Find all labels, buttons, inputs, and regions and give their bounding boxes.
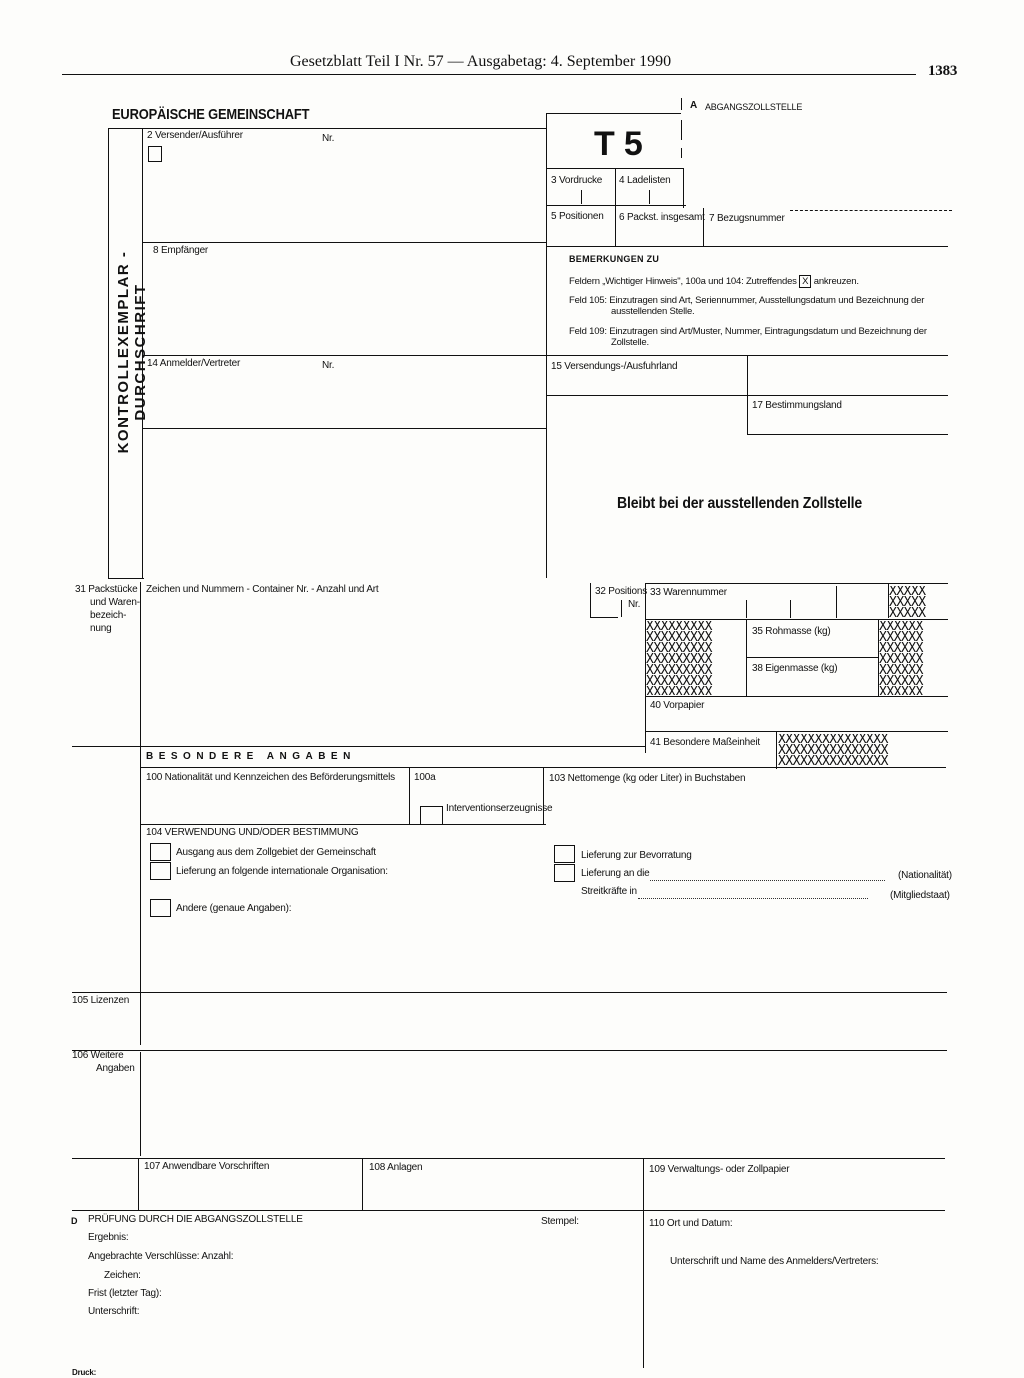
side-label: KONTROLLEXEMPLAR - DURCHSCHRIFT <box>115 250 149 454</box>
ec-title: EUROPÄISCHE GEMEINSCHAFT <box>112 106 310 123</box>
field-31-label-4: nung <box>90 623 112 634</box>
option-other: Andere (genaue Angaben): <box>176 903 292 914</box>
field-110-signature: Unterschrift und Name des Anmelders/Vertreters: <box>670 1256 879 1267</box>
field-8-label: 8 Empfänger <box>153 245 209 256</box>
x-fill-33: XXXXX XXXXX XXXXX <box>889 586 926 618</box>
field-41-label: 41 Besondere Maßeinheit <box>650 737 760 748</box>
field-103-label: 103 Nettomenge (kg oder Liter) in Buchstaben <box>549 773 746 784</box>
seals-label: Angebrachte Verschlüsse: Anzahl: <box>88 1251 234 1262</box>
checkbox-export[interactable] <box>150 843 171 861</box>
section-d-title: PRÜFUNG DURCH DIE ABGANGSZOLLSTELLE <box>88 1214 303 1225</box>
result-label: Ergebnis: <box>88 1232 129 1243</box>
field-38-label: 38 Eigenmasse (kg) <box>752 663 838 674</box>
field-106-label-1: 106 Weitere <box>72 1050 124 1061</box>
field-7-label: 7 Bezugsnummer <box>709 213 785 224</box>
x-fill-41: XXXXXXXXXXXXXXX XXXXXXXXXXXXXXX XXXXXXXXXXXXXXX <box>778 734 888 768</box>
field-14-nr: Nr. <box>322 360 335 371</box>
option-export: Ausgang aus dem Zollgebiet der Gemeinschaft <box>176 847 376 858</box>
deadline-label: Frist (letzter Tag): <box>88 1288 162 1299</box>
field-3-label: 3 Vordrucke <box>551 175 603 186</box>
field-4-label: 4 Ladelisten <box>619 175 671 186</box>
forces-nationality-line[interactable] <box>650 880 885 881</box>
field-2-label: 2 Versender/Ausführer <box>147 130 243 141</box>
option-stockpile: Lieferung zur Bevorratung <box>581 850 692 861</box>
header-rule <box>62 74 916 75</box>
field-110-label: 110 Ort und Datum: <box>649 1218 733 1229</box>
special-title: BESONDERE ANGABEN <box>146 751 356 762</box>
field-35-label: 35 Rohmasse (kg) <box>752 626 831 637</box>
stamp-label: Stempel: <box>541 1216 579 1227</box>
field-32-nr: Nr. <box>628 599 641 610</box>
field-a-label: ABGANGSZOLLSTELLE <box>705 102 803 112</box>
option-intl-org: Lieferung an folgende internationale Organisation: <box>176 866 388 877</box>
field-2-checkbox[interactable] <box>148 146 162 162</box>
x-fill-35-left: XXXXXXXXX XXXXXXXXX XXXXXXXXX XXXXXXXXX XXXXXXXXX XXXXXXXXX XXXXXXXXX <box>646 621 712 695</box>
field-100a-label: 100a <box>414 772 436 783</box>
remarks-line-3b: Zollstelle. <box>611 337 649 348</box>
checkbox-forces[interactable] <box>554 864 575 882</box>
checkbox-other[interactable] <box>150 899 171 917</box>
option-forces: Lieferung an die <box>581 868 650 879</box>
remarks-line-1: Feldern „Wichtiger Hinweis", 100a und 104: Zutreffendes X ankreuzen. <box>569 276 859 287</box>
doc-code-t5: T 5 <box>594 125 643 163</box>
field-31-sub: Zeichen und Nummern - Container Nr. - Anzahl und Art <box>146 584 379 595</box>
field-100-label: 100 Nationalität und Kennzeichen des Beförderungsmittels <box>146 772 395 783</box>
remarks-line-3: Feld 109: Einzutragen sind Art/Muster, Nummer, Eintragungsdatum und Bezeichnung der <box>569 326 927 337</box>
field-15-label: 15 Versendungs-/Ausfuhrland <box>551 361 678 372</box>
field-5-label: 5 Positionen <box>551 211 604 222</box>
title-rule <box>108 128 546 129</box>
field-a-letter: A <box>690 100 698 111</box>
gazette-header: Gesetzblatt Teil I Nr. 57 — Ausgabetag: 4. September 1990 <box>290 53 672 70</box>
x-fill-35-right: XXXXXX XXXXXX XXXXXX XXXXXX XXXXXX XXXXXX XXXXXX <box>879 621 923 695</box>
field-40-label: 40 Vorpapier <box>650 700 705 711</box>
section-d-letter: D <box>71 1216 78 1226</box>
field-106-label-2: Angaben <box>96 1063 135 1074</box>
option-forces-in: Streitkräfte in <box>581 886 637 897</box>
forces-member-state-line[interactable] <box>638 898 868 899</box>
field-107-label: 107 Anwendbare Vorschriften <box>144 1161 270 1172</box>
marks-label: Zeichen: <box>104 1270 141 1281</box>
signature-label: Unterschrift: <box>88 1306 140 1317</box>
field-104-label: 104 VERWENDUNG UND/ODER BESTIMMUNG <box>146 827 359 838</box>
field-109-label: 109 Verwaltungs- oder Zollpapier <box>649 1164 790 1175</box>
remarks-title: BEMERKUNGEN ZU <box>569 254 660 264</box>
field-31-label-1: 31 Packstücke <box>75 584 138 595</box>
field-17-label: 17 Bestimmungsland <box>752 400 842 411</box>
field-31-label-2: und Waren- <box>90 597 140 608</box>
print-label: Druck: <box>72 1368 97 1377</box>
field-14-label: 14 Anmelder/Vertreter <box>147 358 241 369</box>
member-state-suffix: (Mitgliedstaat) <box>890 890 950 901</box>
field-32-label: 32 Positions <box>595 586 648 597</box>
field-31-label-3: bezeich- <box>90 610 127 621</box>
checkbox-intl-org[interactable] <box>150 862 171 880</box>
page-number: 1383 <box>928 63 958 79</box>
remarks-line-2b: ausstellenden Stelle. <box>611 306 695 317</box>
nationality-suffix: (Nationalität) <box>898 870 952 881</box>
field-33-label: 33 Warennummer <box>650 587 727 598</box>
field-6-label: 6 Packst. insgesamt <box>619 212 705 223</box>
field-100a-option[interactable]: Interventionserzeugnisse <box>446 803 553 814</box>
remarks-line-2: Feld 105: Einzutragen sind Art, Seriennummer, Ausstellungsdatum und Bezeichnung der <box>569 295 925 306</box>
stays-note: Bleibt bei der ausstellenden Zollstelle <box>617 495 863 512</box>
checkbox-stockpile[interactable] <box>554 845 575 863</box>
field-2-nr: Nr. <box>322 133 335 144</box>
field-105-label: 105 Lizenzen <box>72 995 130 1006</box>
field-108-label: 108 Anlagen <box>369 1162 423 1173</box>
remarks-x-box: X <box>799 275 811 288</box>
